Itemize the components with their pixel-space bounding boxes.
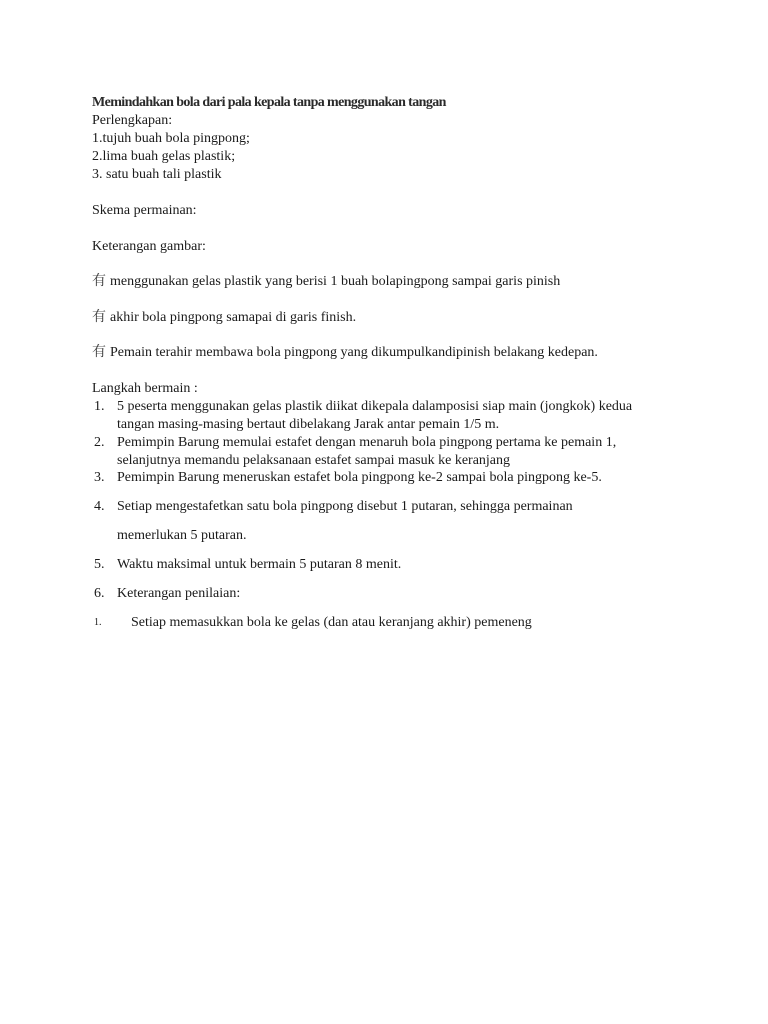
step-number: 2. — [94, 435, 105, 450]
step-text: memerlukan 5 putaran. — [117, 528, 247, 543]
scoring-number: 1. — [94, 617, 102, 628]
step-text: tangan masing-masing bertaut dibelakang Jarak antar pemain 1/5 m. — [117, 417, 500, 432]
scoring-text: Setiap memasukkan bola ke gelas (dan atau keranjang akhir) pemeneng — [131, 615, 532, 630]
document-title: Memindahkan bola dari pala kepala tanpa menggunakan tangan — [92, 95, 446, 110]
step-number: 4. — [94, 499, 105, 514]
legend-item-text: Pemain terahir membawa bola pingpong yang dikumpulkandipinish belakang kedepan. — [110, 345, 598, 360]
step-text: Pemimpin Barung meneruskan estafet bola pingpong ke-2 sampai bola pingpong ke-5. — [117, 470, 602, 485]
bullet-glyph-icon: 有 — [92, 274, 106, 289]
step-number: 6. — [94, 586, 105, 601]
legend-item — [92, 344, 598, 362]
legend-item-text: akhir bola pingpong samapai di garis finish. — [110, 310, 357, 325]
legend-item — [92, 273, 560, 291]
step-number: 3. — [94, 470, 105, 485]
legend-item-text: menggunakan gelas plastik yang berisi 1 buah bolapingpong sampai garis pinish — [110, 274, 561, 289]
scheme-heading: Skema permainan: — [92, 203, 197, 218]
step-text: 5 peserta menggunakan gelas plastik diikat dikepala dalamposisi siap main (jongkok) kedua — [117, 399, 633, 414]
equipment-item: 1.tujuh buah bola pingpong; — [92, 131, 250, 146]
legend-item — [92, 309, 356, 327]
step-number: 1. — [94, 399, 105, 414]
step-text: Waktu maksimal untuk bermain 5 putaran 8 menit. — [117, 557, 402, 572]
steps-heading: Langkah bermain : — [92, 381, 198, 396]
step-text: Keterangan penilaian: — [117, 586, 241, 601]
step-text: Pemimpin Barung memulai estafet dengan menaruh bola pingpong pertama ke pemain 1, — [117, 435, 617, 450]
legend-heading: Keterangan gambar: — [92, 239, 206, 254]
equipment-item: 2.lima buah gelas plastik; — [92, 149, 236, 164]
step-text: selanjutnya memandu pelaksanaan estafet sampai masuk ke keranjang — [117, 453, 511, 468]
bullet-glyph-icon: 有 — [92, 310, 106, 325]
bullet-glyph-icon: 有 — [92, 345, 106, 360]
equipment-heading: Perlengkapan: — [92, 113, 173, 128]
step-text: Setiap mengestafetkan satu bola pingpong disebut 1 putaran, sehingga permainan — [117, 499, 573, 514]
equipment-item: 3. satu buah tali plastik — [92, 167, 222, 182]
step-number: 5. — [94, 557, 105, 572]
